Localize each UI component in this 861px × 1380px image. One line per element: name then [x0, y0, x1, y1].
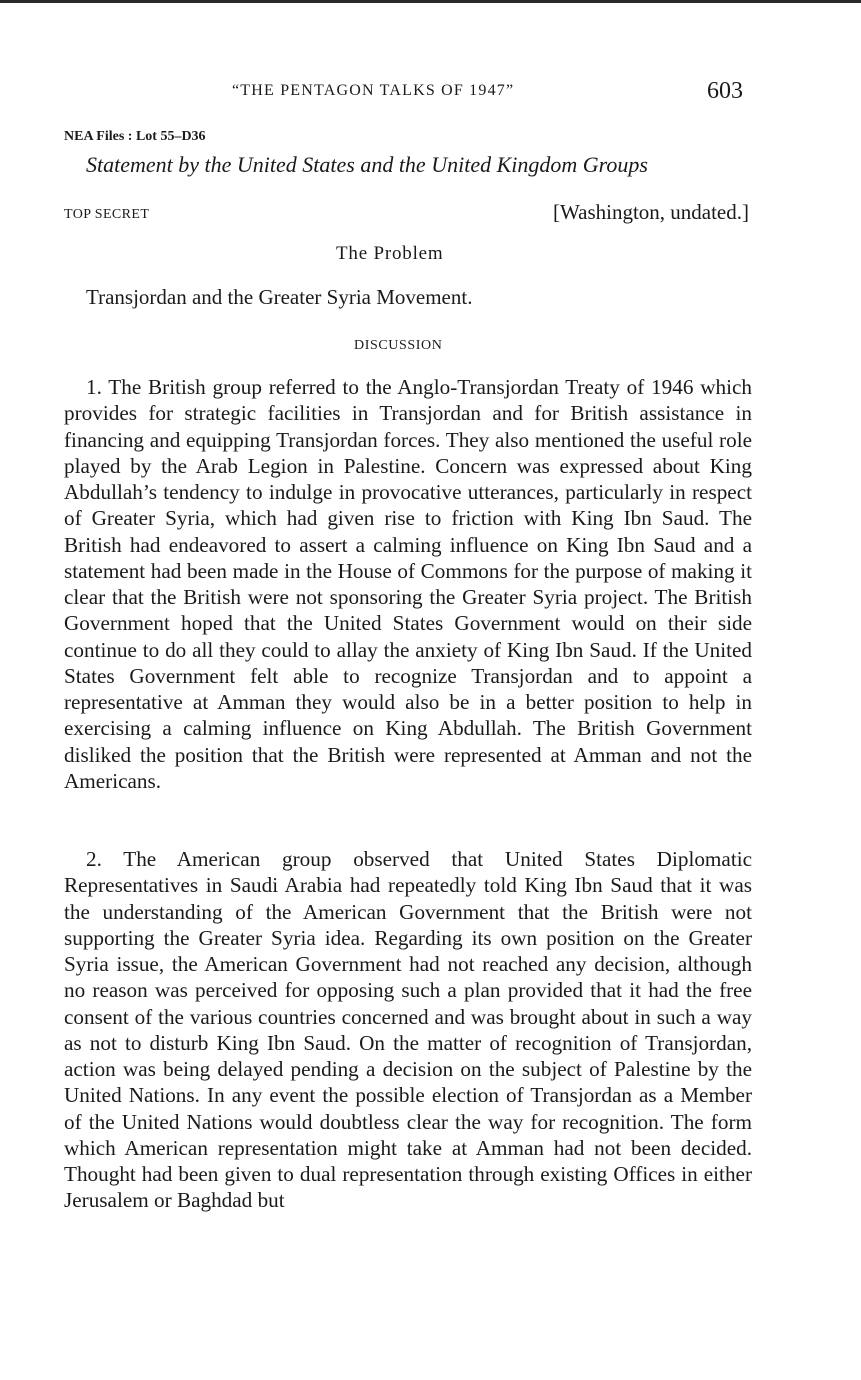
page-number: 603 [707, 78, 743, 104]
page-top-rule [0, 0, 861, 3]
document-title: Statement by the United States and the United Kingdom Groups [86, 152, 648, 177]
place-date-text: [Washington, undated.] [552, 200, 749, 224]
problem-statement: Transjordan and the Greater Syria Movement. [86, 285, 473, 309]
discussion-paragraph-1: 1. The British group referred to the Anglo-Transjordan Treaty of 1946 which provides for strategic facilities in Transjordan and for British assistance in financing and equipping Transjordan forces. They also mentioned the useful role played by the Arab Legion in Palestine. Concern was expressed about King Abdullah’s tendency to indulge in provocative utterances, particularly in respect of Greater Syria, which had given rise to friction with King Ibn Saud. The British had endeavored to assert a calming influence on King Ibn Saud and a statement had been made in the House of Commons for the purpose of making it clear that the British were not sponsoring the Greater Syria project. The British Government hoped that the United States Government would on their side continue to do all they could to allay the anxiety of King Ibn Saud. If the United States Government felt able to recognize Transjordan and to appoint a representative at Amman they would also be in a better position to help in exercising a calming influence on King Abdullah. The British Government disliked the position that the British were represented at Amman and not the Americans. [64, 375, 752, 793]
discussion-paragraph-2: 2. The American group observed that United States Diplomatic Representatives in Saudi Arabia had repeatedly told King Ibn Saud that it was the understanding of the American Government that the British were not supporting the Greater Syria idea. Regarding its own position on the Greater Syria issue, the American Government had not reached any decision, although no reason was perceived for opposing such a plan provided that it had the free consent of the various countries concerned and was brought about in such a way as not to disturb King Ibn Saud. On the matter of recognition of Transjordan, action was being delayed pending a decision on the subject of Palestine by the United Nations. In any event the possible election of Transjordan as a Member of the United Nations would doubtless clear the way for recognition. The form which American representation might take at Amman had not been decided. Thought had been given to dual representation through existing Offices in either Jerusalem or Baghdad but [64, 847, 752, 1213]
place-date-line [553, 200, 749, 225]
classification-marking: TOP SECRET [64, 207, 150, 222]
discussion-heading: DISCUSSION [354, 338, 443, 353]
problem-heading: The Problem [336, 243, 444, 264]
file-reference: NEA Files : Lot 55–D36 [64, 129, 206, 144]
running-head: “THE PENTAGON TALKS OF 1947” [232, 82, 515, 99]
